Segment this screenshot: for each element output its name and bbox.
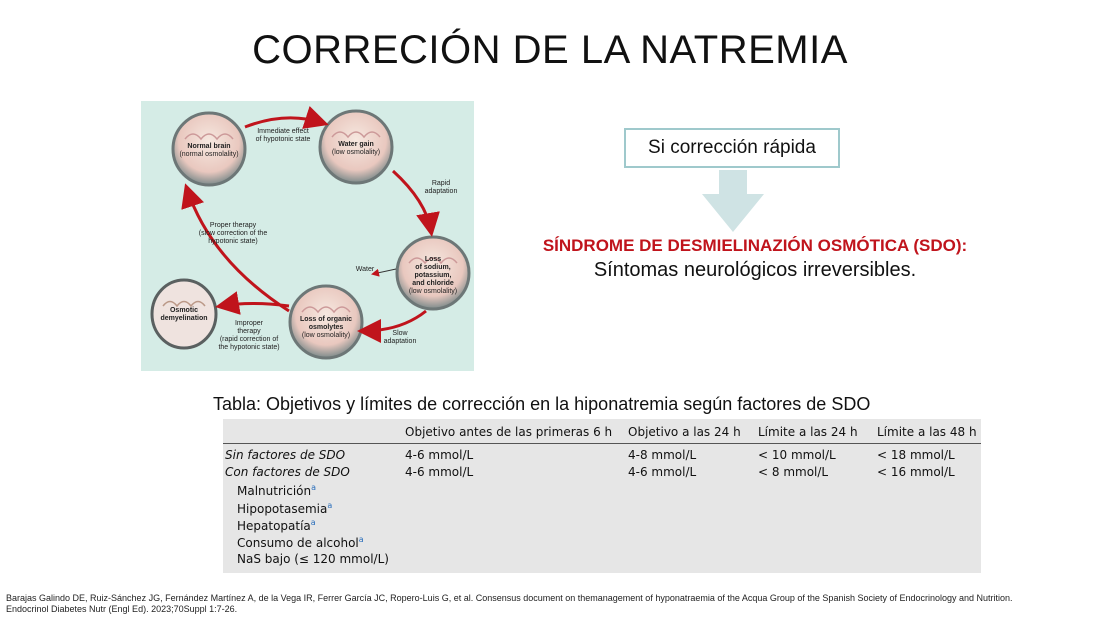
table-header-cell: Objetivo antes de las primeras 6 h <box>405 425 613 439</box>
label-proper-therapy: Proper therapy <box>209 222 257 229</box>
label-osmotic: Osmotic <box>169 307 199 314</box>
sdo-description: Síntomas neurológicos irreversibles. <box>593 259 917 281</box>
down-arrow-icon <box>702 170 764 232</box>
table-header-cell: Límite a las 24 h <box>758 425 858 439</box>
table-cell: 4-6 mmol/L <box>628 465 697 479</box>
brain-osmolality-figure <box>141 101 474 371</box>
table-cell: < 16 mmol/L <box>877 465 955 479</box>
correction-table <box>223 419 981 573</box>
table-header-cell: Límite a las 48 h <box>877 425 977 439</box>
factor-item <box>237 535 364 550</box>
label-rapid-correction: (rapid correction of <box>219 336 279 343</box>
factor-label: Hipopotasemia <box>237 502 328 516</box>
arrow-slow-adaptation <box>363 311 426 331</box>
table-caption: Tabla: Objetivos y límites de corrección en la hiponatremia según factores de SDO <box>213 394 871 414</box>
arrow-improper-therapy <box>221 304 289 307</box>
arrow-immediate-effect <box>245 118 323 127</box>
label-adaptation: adaptation <box>424 188 458 195</box>
reference-line-2: Endocrinol Diabetes Nutr (Engl Ed). 2023;70Suppl 1:7-26. <box>6 604 238 614</box>
table-row-label: Con factores de SDO <box>225 465 350 479</box>
label-low-osmolality-2: (low osmolality) <box>408 288 458 295</box>
slide-title: CORRECIÓN DE LA NATREMIA <box>252 28 848 72</box>
brain-demyelination <box>152 280 216 348</box>
label-low-osmolality-3: (low osmolality) <box>301 332 351 339</box>
footnote-mark: a <box>310 518 316 527</box>
factor-label: Hepatopatía <box>237 519 311 533</box>
arrow-rapid-adaptation <box>393 171 431 231</box>
label-therapy: therapy <box>237 328 261 335</box>
label-improper: Improper <box>234 320 264 327</box>
label-immediate-effect: Immediate effect <box>257 128 309 135</box>
label-of-sodium: of sodium, <box>415 264 451 271</box>
label-potassium: potassium, <box>414 272 452 279</box>
sdo-title: SÍNDROME DE DESMIELINAZIÓN OSMÓTICA (SDO): <box>542 236 968 255</box>
factor-item <box>237 501 332 516</box>
label-demyelination: demyelination <box>160 315 208 322</box>
label-osmolytes: osmolytes <box>308 324 344 331</box>
table-cell: < 10 mmol/L <box>758 448 836 462</box>
table-cell: 4-8 mmol/L <box>628 448 697 462</box>
label-slow-adaptation: adaptation <box>383 338 417 345</box>
label-low-osmolality-1: (low osmolality) <box>331 149 381 156</box>
label-loss: Loss <box>424 256 442 263</box>
label-normal-osmolality: (normal osmolality) <box>179 151 239 158</box>
table-cell: < 18 mmol/L <box>877 448 955 462</box>
factor-label: NaS bajo (≤ 120 mmol/L) <box>237 552 389 566</box>
factor-label: Consumo de alcohol <box>237 536 359 550</box>
factor-item <box>237 483 316 498</box>
label-slow: Slow <box>392 330 408 337</box>
label-the-hypotonic-state: the hypotonic state) <box>218 344 280 351</box>
factor-label: Malnutrición <box>237 484 312 498</box>
arrow-water <box>373 269 396 274</box>
reference-citation <box>6 593 1086 615</box>
rapid-correction-callout: Si corrección rápida <box>624 128 840 168</box>
reference-line-1: Barajas Galindo DE, Ruiz-Sánchez JG, Fernández Martínez A, de la Vega IR, Ferrer García JC, Ropero-Luis G, et al. Consensus document on themanagement of hyponatraemia of the Acqua Group of the Spanish Society of Endocrinology and Nutrition. <box>6 593 1013 603</box>
brain-cycle-diagram <box>141 101 474 371</box>
table-cell: < 8 mmol/L <box>758 465 829 479</box>
label-water: Water <box>355 266 375 273</box>
label-rapid: Rapid <box>431 180 451 187</box>
table-row-label: Sin factores de SDO <box>225 448 346 462</box>
footnote-mark: a <box>311 483 317 492</box>
footnote-mark: a <box>358 535 364 544</box>
table-cell: 4-6 mmol/L <box>405 448 474 462</box>
table-header-cell: Objetivo a las 24 h <box>628 425 741 439</box>
table-header-rule <box>223 443 981 444</box>
label-loss-organic: Loss of organic <box>299 316 353 323</box>
label-normal-brain: Normal brain <box>187 143 231 150</box>
label-water-gain: Water gain <box>338 141 374 148</box>
factor-item <box>237 518 316 533</box>
label-and-chloride: and chloride <box>412 280 454 287</box>
label-hypotonic-state: hypotonic state) <box>208 238 258 245</box>
label-slow-correction: (slow correction of the <box>198 230 268 237</box>
label-of-hypotonic-state: of hypotonic state <box>255 136 311 143</box>
table-cell: 4-6 mmol/L <box>405 465 474 479</box>
factor-item <box>237 552 389 566</box>
footnote-mark: a <box>327 501 333 510</box>
